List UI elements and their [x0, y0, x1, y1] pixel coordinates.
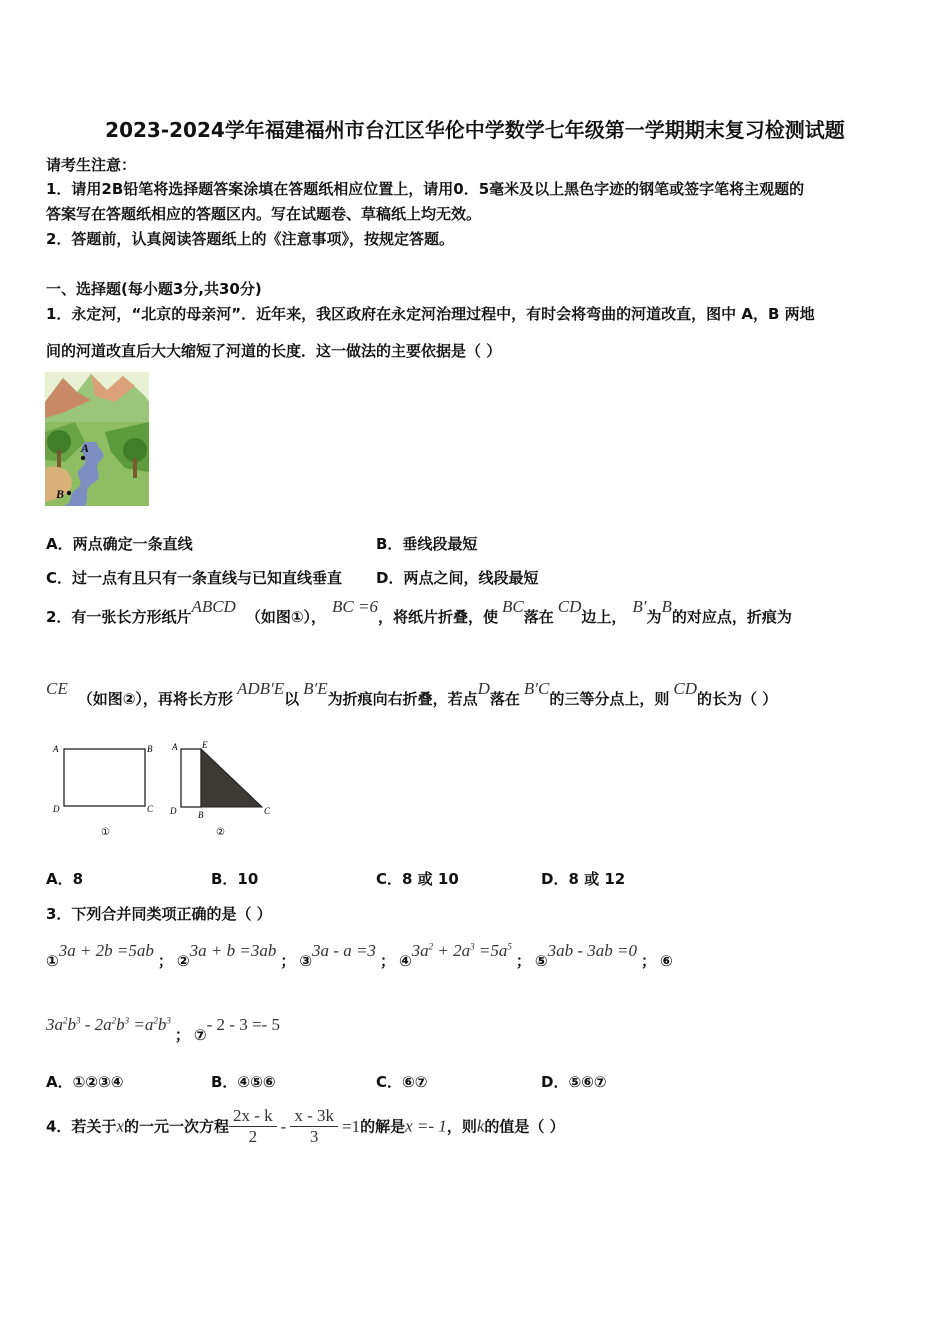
q2-math-b: B	[661, 597, 672, 616]
q3-expr-2: 3a + b =3ab	[189, 941, 277, 960]
q2-option-b[interactable]: B．10	[211, 870, 259, 888]
notice-line-1b: 答案写在答题纸相应的答题区内。写在试题卷、草稿纸上均无效。	[46, 205, 482, 223]
q4-text-2: 的一元一次方程	[123, 1117, 229, 1136]
q4-fraction-2	[290, 1106, 338, 1147]
fig2-label-d: D	[170, 806, 177, 816]
fig1-label-a: A	[53, 744, 59, 754]
q2-math-cd: CD	[557, 597, 582, 616]
q4-math-k: k	[476, 1116, 485, 1136]
q2-text-6: 为	[646, 608, 662, 626]
q2-math-bc-prime: B′C	[523, 679, 550, 698]
fig2-caption: ②	[216, 827, 225, 838]
q4-fraction-1-num: 2x - k	[229, 1106, 277, 1127]
point-label-b: B	[56, 487, 65, 501]
q1-option-c[interactable]: C．过一点有且只有一条直线与已知直线垂直	[46, 569, 343, 587]
fig2-label-a: A	[172, 742, 178, 752]
q2-text-8: （如图②），再将长方形	[77, 690, 233, 708]
q2-math-abcd: ABCD	[191, 597, 236, 616]
q1-river-figure	[45, 372, 149, 506]
q2-text-3: ，将纸片折叠，使	[378, 608, 499, 626]
q3-option-b[interactable]: B．④⑤⑥	[211, 1073, 276, 1091]
q3-option-d[interactable]: D．⑤⑥⑦	[541, 1073, 607, 1091]
notice-heading: 请考生注意：	[46, 156, 137, 174]
notice-line-1: 1．请用2B铅笔将选择题答案涂填在答题纸相应位置上，请用0．5毫米及以上黑色字迹的钢笔或签字笔将主观题的	[46, 180, 805, 198]
fig1-caption: ①	[101, 827, 110, 838]
q3-circle-6: ⑥	[660, 952, 673, 970]
fig1-label-b: B	[147, 744, 153, 754]
q3-expr-6: $3a^2b^3 - 2a^2b^3 =a^2b^3$	[46, 1015, 171, 1034]
q2-text-10: 为折痕向右折叠，若点	[327, 690, 478, 708]
q4-math-solution: x =- 1	[405, 1116, 447, 1136]
q4-text-5: 的值是（ ）	[484, 1117, 565, 1136]
q2-text-11: 落在	[489, 690, 520, 708]
q2-math-b-prime: B′	[632, 597, 647, 616]
q3-sep-2: ；	[280, 952, 296, 970]
q2-option-d[interactable]: D．8 或 12	[541, 870, 626, 888]
q2-text-5: 边上，	[581, 608, 627, 626]
q4-fraction-2-den: 3	[309, 1127, 319, 1146]
q2-math-bc-eq-6: BC =6	[332, 597, 378, 616]
q2-stem-line2	[46, 679, 778, 709]
page-title: 2023-2024学年福建福州市台江区华伦中学数学七年级第一学期期末复习检测试题	[105, 118, 845, 142]
q4-minus: -	[280, 1116, 287, 1136]
q3-circle-2: ②	[176, 952, 190, 970]
q3-expr-4: $3a^2 + 2a^3 =5a^5$	[411, 941, 512, 960]
q2-text-13: 的长为（ ）	[697, 690, 778, 708]
q2-text-12: 的三等分点上，则	[549, 690, 670, 708]
fig2-label-c: C	[264, 806, 271, 816]
q4-text-4: ，则	[446, 1117, 477, 1136]
q3-option-a[interactable]: A．①②③④	[46, 1073, 124, 1091]
q1-option-d[interactable]: D．两点之间，线段最短	[376, 569, 539, 587]
q2-figure-2	[169, 740, 271, 838]
q3-expr-7: - 2 - 3 =- 5	[206, 1015, 280, 1034]
q3-option-c[interactable]: C．⑥⑦	[376, 1073, 428, 1091]
q3-stem: 3．下列合并同类项正确的是（ ）	[46, 905, 272, 923]
q2-math-adbe: ADB′E	[236, 679, 285, 698]
q3-expr-3: 3a - a =3	[312, 941, 376, 960]
q4-fraction-2-num: x - 3k	[290, 1106, 338, 1127]
notice-line-2: 2．答题前，认真阅读答题纸上的《注意事项》，按规定答题。	[46, 230, 454, 248]
q1-stem-line1: 1．永定河，“北京的母亲河”．近年来，我区政府在永定河治理过程中，有时会将弯曲的河道改直，图中 A，B 两地	[46, 305, 815, 323]
q3-expressions-line2	[46, 1015, 280, 1045]
q2-stem-line1	[46, 597, 792, 627]
q4-fraction-1	[229, 1106, 277, 1147]
fig2-label-e: E	[202, 740, 208, 750]
q2-option-a[interactable]: A．8	[46, 870, 84, 888]
fig1-label-c: C	[147, 804, 154, 814]
q2-math-bc: BC	[502, 597, 524, 616]
q3-expressions-line1	[46, 941, 673, 971]
q3-expr-1: 3a + 2b =5ab	[58, 941, 154, 960]
q1-option-a[interactable]: A．两点确定一条直线	[46, 535, 193, 553]
q2-math-d: D	[477, 679, 490, 698]
q4-text-3: 的解是	[360, 1117, 406, 1136]
q4-text-1: 4．若关于	[46, 1117, 117, 1136]
q1-option-b[interactable]: B．垂线段最短	[376, 535, 478, 553]
q2-text-1: 2．有一张长方形纸片	[46, 608, 192, 626]
fig2-label-b: B	[198, 810, 204, 820]
q2-text-2: （如图①），	[245, 608, 327, 626]
q1-stem-line2: 间的河道改直后大大缩短了河道的长度．这一做法的主要依据是（ ）	[46, 342, 502, 360]
q4-fraction-1-den: 2	[248, 1127, 258, 1146]
section-heading: 一、选择题(每小题3分,共30分)	[46, 280, 262, 298]
q3-sep-1: ；	[157, 952, 173, 970]
fig1-label-d: D	[53, 804, 60, 814]
q3-circle-7: ⑦	[193, 1026, 207, 1044]
q2-text-7: 的对应点，折痕为	[671, 608, 792, 626]
q2-math-be: B′E	[303, 679, 328, 698]
q4-stem	[46, 1106, 565, 1147]
q3-circle-4: ④	[398, 952, 412, 970]
q3-circle-5: ⑤	[534, 952, 548, 970]
q2-figure-1	[52, 744, 154, 838]
q3-expr-5: 3ab - 3ab =0	[547, 941, 637, 960]
q2-text-4: 落在	[523, 608, 554, 626]
point-label-a: A	[81, 441, 90, 455]
q3-sep-5: ；	[640, 952, 656, 970]
q2-option-c[interactable]: C．8 或 10	[376, 870, 459, 888]
q2-math-ce: CE	[46, 679, 68, 698]
q2-math-cd-2: CD	[673, 679, 698, 698]
q4-math-x: x	[116, 1116, 124, 1136]
q4-equals-one: =1	[342, 1116, 361, 1136]
q3-circle-1: ①	[46, 952, 59, 970]
q2-figures	[44, 740, 284, 840]
q3-sep-3: ；	[379, 952, 395, 970]
q3-circle-3: ③	[299, 952, 313, 970]
q3-sep-6: ；	[174, 1026, 190, 1044]
q3-sep-4: ；	[515, 952, 531, 970]
q2-text-9: 以	[284, 690, 300, 708]
